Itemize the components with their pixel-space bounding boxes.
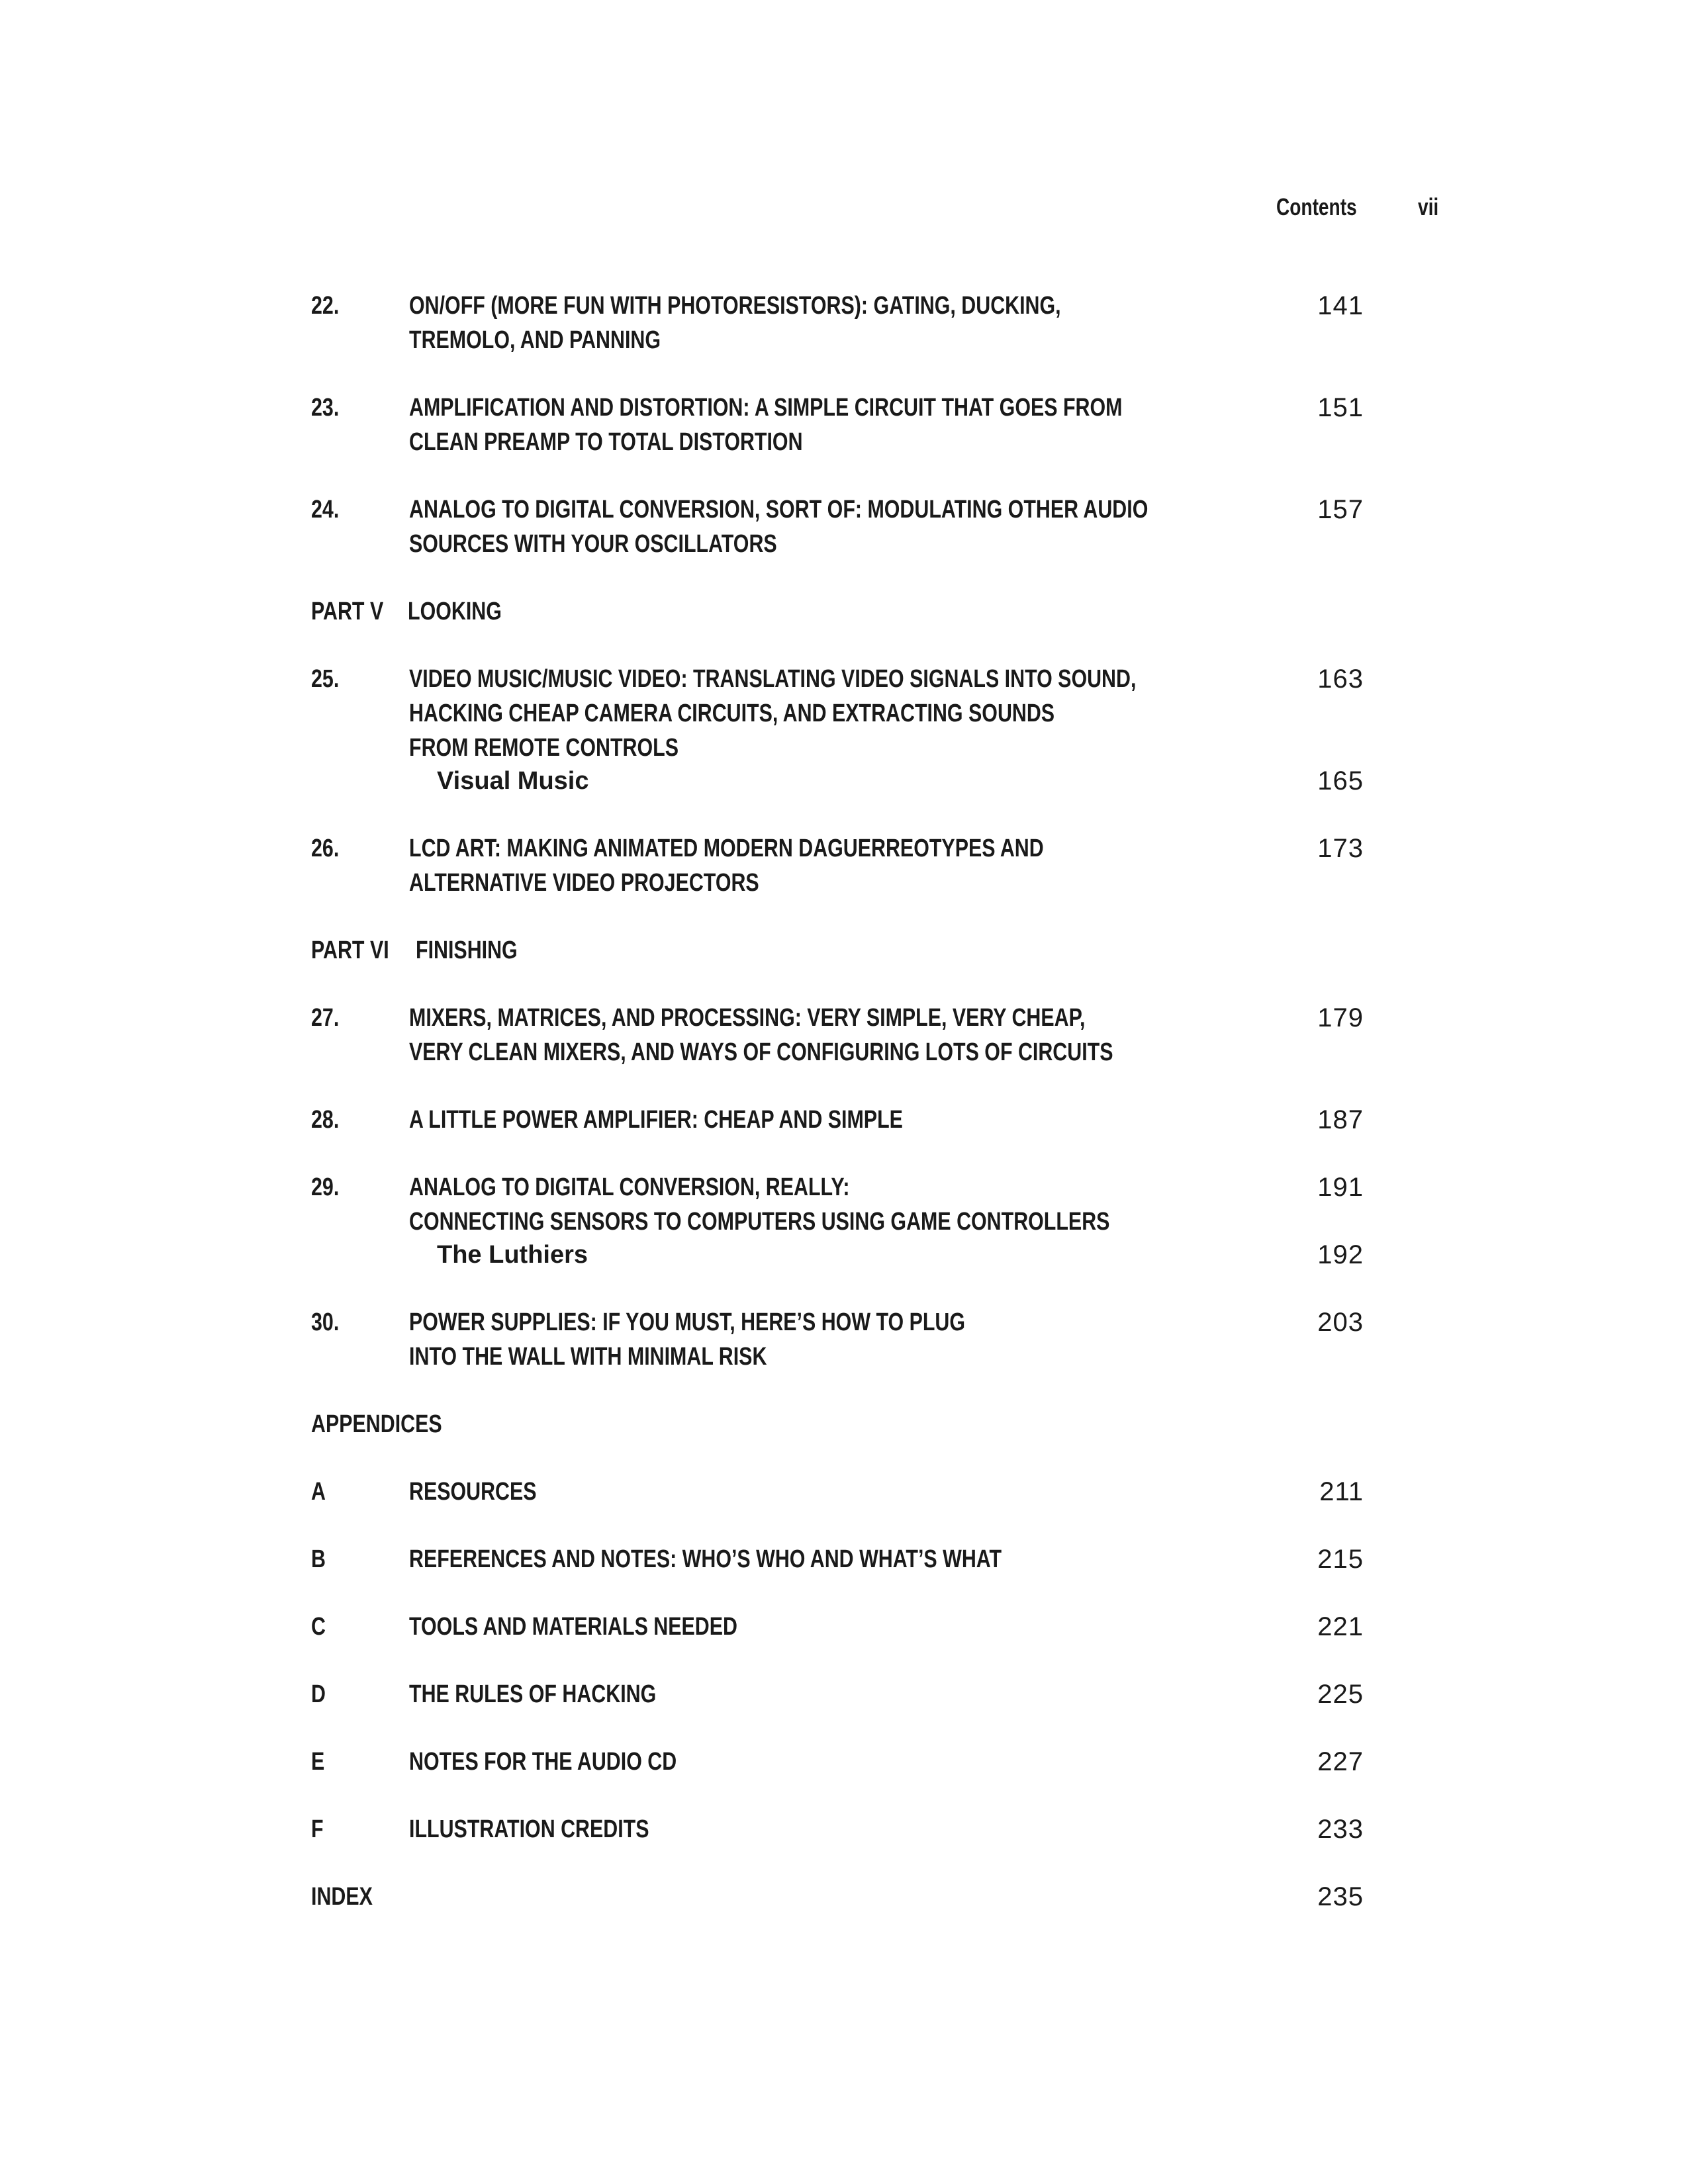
subentry-title: Visual Music <box>437 767 589 795</box>
page-number: 227 <box>1317 1747 1364 1776</box>
page-number: 225 <box>1317 1680 1364 1709</box>
appendix-letter: A <box>311 1478 326 1506</box>
chapter-number: 27. <box>311 1004 340 1032</box>
chapter-number: 30. <box>311 1308 340 1336</box>
appendices-heading <box>311 1407 475 1441</box>
title-line: TOOLS AND MATERIALS NEEDED <box>409 1613 737 1641</box>
title-line: LCD ART: MAKING ANIMATED MODERN DAGUERREOTYPES AND <box>409 835 1044 862</box>
appendix-letter: E <box>311 1748 325 1776</box>
page-number: 163 <box>1317 664 1364 694</box>
appendix-title <box>409 1542 1150 1576</box>
title-line: TREMOLO, AND PANNING <box>409 326 661 354</box>
appendix-title <box>409 1745 743 1779</box>
title-line: SOURCES WITH YOUR OSCILLATORS <box>409 530 777 558</box>
title-line: VERY CLEAN MIXERS, AND WAYS OF CONFIGURING LOTS OF CIRCUITS <box>409 1038 1113 1066</box>
running-head-title: Contents <box>1276 193 1357 220</box>
chapter-title <box>409 1305 1104 1374</box>
appendix-letter: F <box>311 1815 324 1843</box>
appendix-letter: B <box>311 1545 326 1573</box>
appendix-title <box>409 1812 709 1846</box>
chapter-number: 25. <box>311 665 340 693</box>
part-heading-vi <box>311 933 518 968</box>
page-number: 157 <box>1317 495 1364 524</box>
title-line: ON/OFF (MORE FUN WITH PHOTORESISTORS): GATING, DUCKING, <box>409 292 1061 320</box>
page-number: 215 <box>1317 1545 1364 1574</box>
chapter-title <box>409 390 1301 459</box>
chapter-title <box>409 662 1318 765</box>
page-number: 221 <box>1317 1612 1364 1641</box>
title-line: ALTERNATIVE VIDEO PROJECTORS <box>409 869 759 897</box>
title-line: THE RULES OF HACKING <box>409 1680 657 1708</box>
page-number: 151 <box>1317 393 1364 422</box>
part-label: PART VI <box>311 936 389 964</box>
part-heading-v <box>311 594 502 629</box>
title-line: VIDEO MUSIC/MUSIC VIDEO: TRANSLATING VIDEO SIGNALS INTO SOUND, <box>409 665 1137 693</box>
chapter-title <box>409 289 1224 357</box>
subentry-title: The Luthiers <box>437 1241 588 1269</box>
page-folio: vii <box>1418 193 1439 220</box>
page-number: 173 <box>1317 834 1364 863</box>
part-title: FINISHING <box>416 936 518 964</box>
chapter-title <box>409 1103 1026 1137</box>
title-line: ILLUSTRATION CREDITS <box>409 1815 649 1843</box>
page-number: 203 <box>1317 1308 1364 1337</box>
part-label: PART V <box>311 598 384 625</box>
chapter-number: 26. <box>311 835 340 862</box>
page-number: 191 <box>1317 1173 1364 1202</box>
title-line: POWER SUPPLIES: IF YOU MUST, HERE’S HOW TO PLUG <box>409 1308 966 1336</box>
page-number: 235 <box>1317 1882 1364 1911</box>
page-number: 233 <box>1317 1815 1364 1844</box>
chapter-title <box>409 1001 1289 1069</box>
title-line: ANALOG TO DIGITAL CONVERSION, SORT OF: MODULATING OTHER AUDIO <box>409 496 1149 523</box>
appendix-letter: D <box>311 1680 326 1708</box>
title-line: HACKING CHEAP CAMERA CIRCUITS, AND EXTRACTING SOUNDS <box>409 700 1055 727</box>
title-line: FROM REMOTE CONTROLS <box>409 734 679 762</box>
index-label: INDEX <box>311 1883 373 1911</box>
title-line: AMPLIFICATION AND DISTORTION: A SIMPLE CIRCUIT THAT GOES FROM <box>409 394 1123 422</box>
chapter-title <box>409 1170 1285 1239</box>
title-line: RESOURCES <box>409 1478 537 1506</box>
page-number: 179 <box>1317 1003 1364 1032</box>
appendix-title <box>409 1610 820 1644</box>
title-line: INTO THE WALL WITH MINIMAL RISK <box>409 1343 767 1371</box>
chapter-number: 22. <box>311 292 340 320</box>
chapter-title <box>409 492 1333 561</box>
page-number: 187 <box>1317 1105 1364 1134</box>
chapter-number: 24. <box>311 496 340 523</box>
appendix-title <box>409 1475 569 1509</box>
title-line: REFERENCES AND NOTES: WHO’S WHO AND WHAT’S WHAT <box>409 1545 1002 1573</box>
chapter-number: 23. <box>311 394 340 422</box>
page-number: 165 <box>1317 766 1364 796</box>
title-line: CLEAN PREAMP TO TOTAL DISTORTION <box>409 428 803 456</box>
page-number: 141 <box>1317 291 1364 320</box>
title-line: CONNECTING SENSORS TO COMPUTERS USING GAME CONTROLLERS <box>409 1208 1110 1236</box>
appendix-title <box>409 1677 718 1711</box>
title-line: MIXERS, MATRICES, AND PROCESSING: VERY SIMPLE, VERY CHEAP, <box>409 1004 1086 1032</box>
appendix-letter: C <box>311 1613 326 1641</box>
chapter-number: 28. <box>311 1106 340 1134</box>
chapter-title <box>409 831 1202 900</box>
title-line: NOTES FOR THE AUDIO CD <box>409 1748 677 1776</box>
chapter-number: 29. <box>311 1173 340 1201</box>
title-line: A LITTLE POWER AMPLIFIER: CHEAP AND SIMPLE <box>409 1106 903 1134</box>
appendices-heading-label: APPENDICES <box>311 1410 442 1438</box>
part-title: LOOKING <box>408 598 502 625</box>
page-number: 211 <box>1319 1477 1364 1506</box>
page-number: 192 <box>1317 1240 1364 1269</box>
title-line: ANALOG TO DIGITAL CONVERSION, REALLY: <box>409 1173 850 1201</box>
